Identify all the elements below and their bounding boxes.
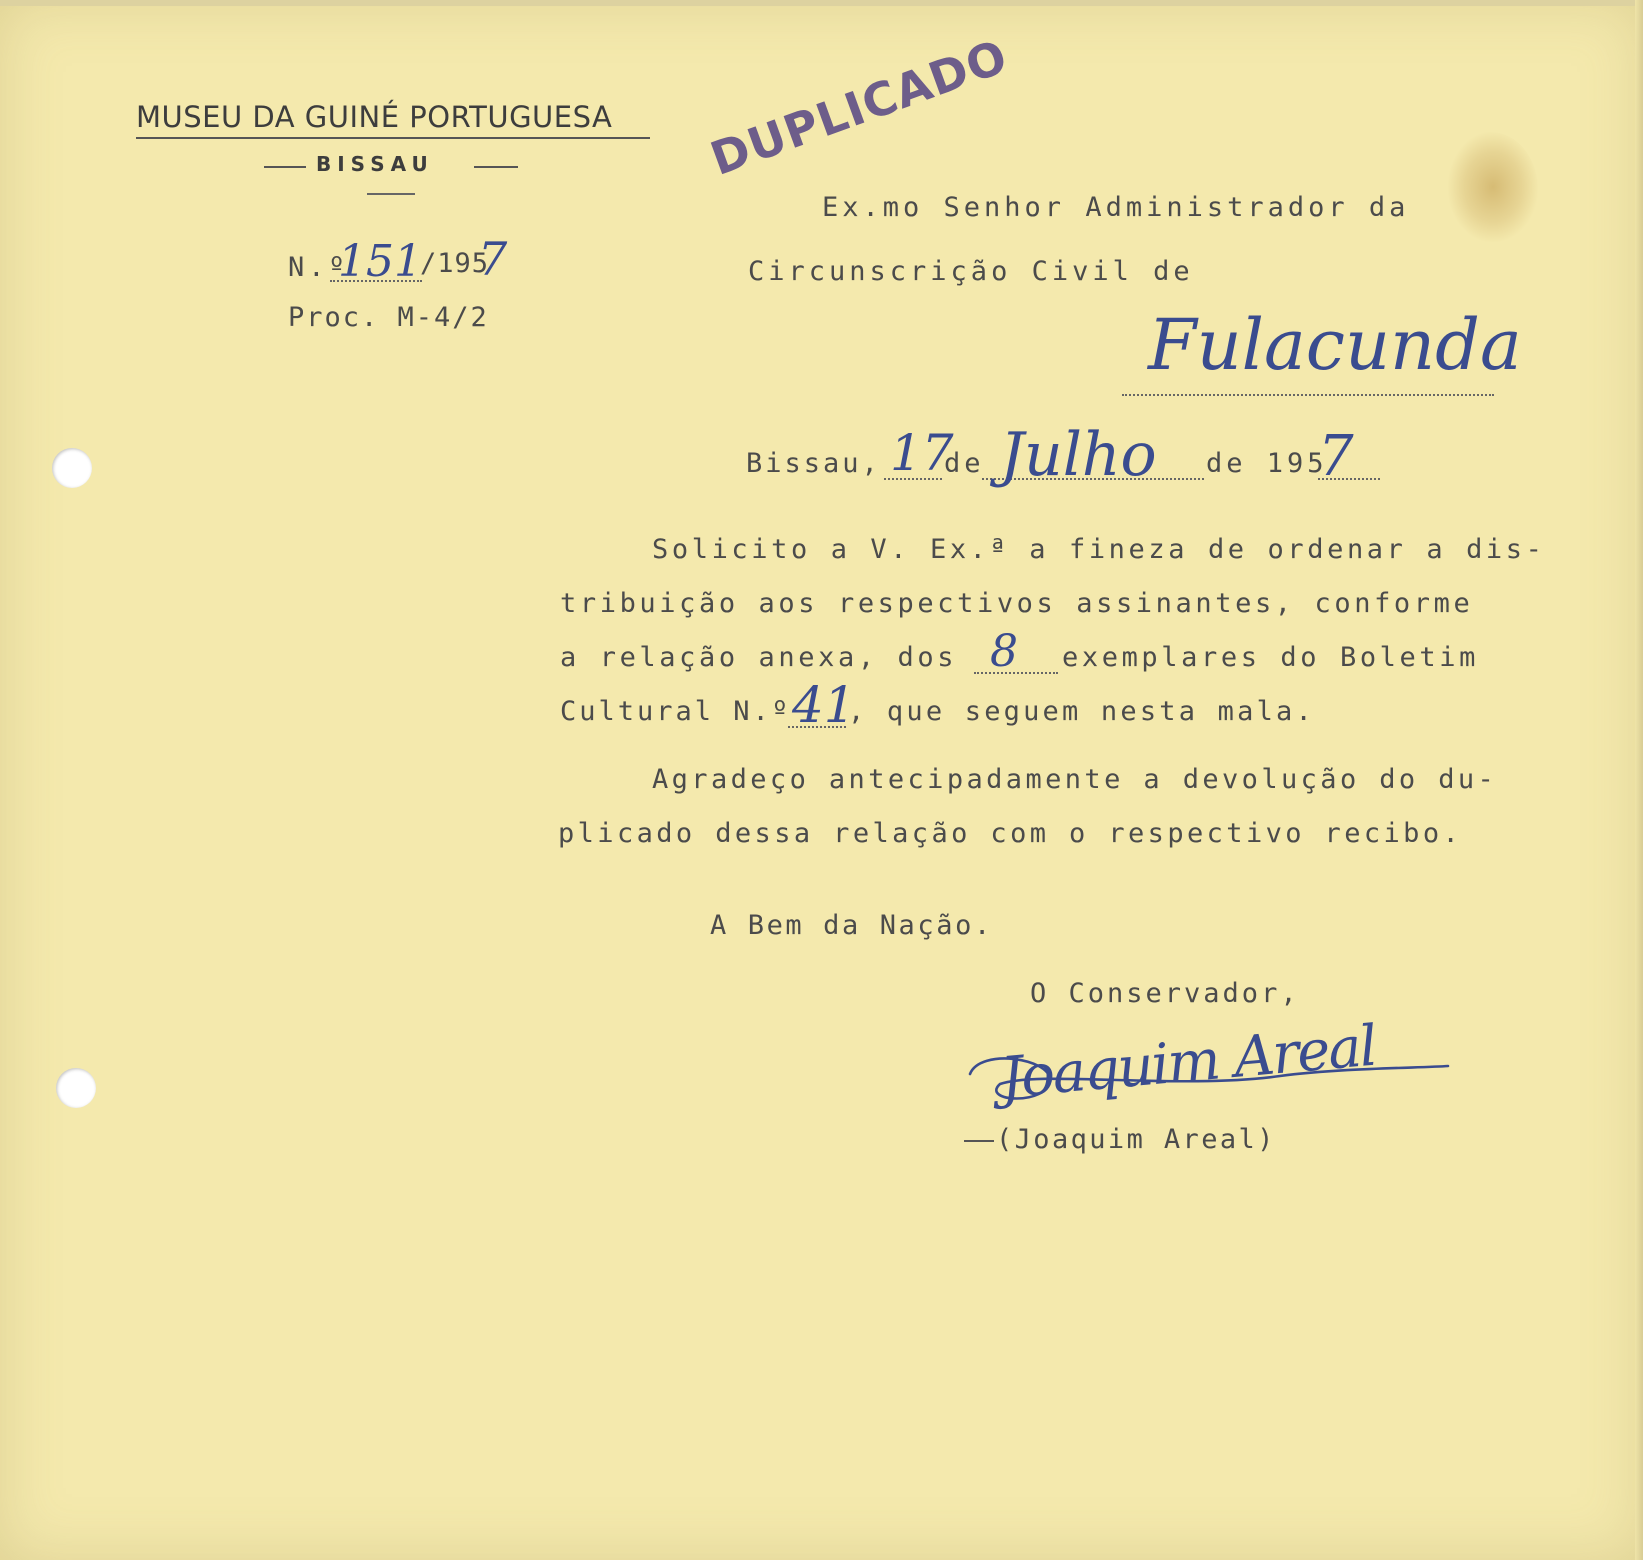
letterhead-rule — [136, 137, 650, 139]
date-month-handwritten: Julho — [1000, 420, 1157, 490]
reference-year-prefix: /195 — [420, 248, 490, 279]
date-day-handwritten: 17 — [890, 424, 954, 482]
letterhead-city: BISSAU — [316, 152, 434, 176]
paper-right-edge — [1635, 0, 1643, 1560]
signature-name-dash — [964, 1140, 994, 1142]
body-issue-handwritten: 41 — [792, 676, 856, 734]
letterhead-dash-right — [474, 166, 518, 168]
addressee-place-handwritten: Fulacunda — [1148, 304, 1522, 386]
body-p1-line-2: tribuição aos respectivos assinantes, conforme — [560, 588, 1474, 619]
body-copies-handwritten: 8 — [990, 626, 1018, 677]
letterhead-short-rule — [367, 193, 415, 195]
body-p1-line-4a: Cultural N.º — [560, 696, 792, 727]
body-p1-line-3b: exemplares do Boletim — [1062, 642, 1479, 673]
reference-number-label: N.º — [288, 252, 349, 283]
date-de-1: de — [944, 448, 985, 479]
addressee-line-1: Ex.mo Senhor Administrador da — [822, 192, 1410, 223]
letterhead-dash-left — [264, 166, 306, 168]
signatory-name: (Joaquim Areal) — [996, 1124, 1276, 1155]
process-reference: Proc. M-4/2 — [288, 302, 489, 333]
reference-number-handwritten: 151 — [338, 236, 422, 287]
body-p2-line-2: plicado dessa relação com o respectivo recibo. — [558, 818, 1463, 849]
handwritten-signature: Joaquim Areal — [997, 1013, 1379, 1112]
body-p1-line-3a: a relação anexa, dos — [560, 642, 958, 673]
reference-year-handwritten: 7 — [478, 232, 508, 286]
body-p2-line-1: Agradeço antecipadamente a devolução do du- — [652, 764, 1498, 795]
duplicado-stamp: DUPLICADO — [703, 28, 1015, 186]
addressee-place-dots — [1122, 394, 1494, 396]
punch-hole-bottom — [56, 1068, 96, 1108]
date-year-dots — [1318, 478, 1380, 480]
signature-title: O Conservador, — [1030, 978, 1300, 1009]
body-p1-line-4b: , que seguem nesta mala. — [848, 696, 1315, 727]
addressee-line-2: Circunscrição Civil de — [748, 256, 1194, 287]
paper-top-edge — [0, 0, 1643, 6]
letterhead-institution: MUSEU DA GUINÉ PORTUGUESA — [136, 100, 613, 134]
date-de-2: de 195 — [1206, 448, 1328, 479]
date-year-handwritten: 7 — [1318, 424, 1354, 489]
paper-stain — [1448, 132, 1538, 242]
signature-flourish — [960, 1040, 1460, 1120]
date-city: Bissau, — [746, 448, 881, 479]
punch-hole-top — [52, 448, 92, 488]
closing-formula: A Bem da Nação. — [710, 910, 993, 941]
body-p1-line-1: Solicito a V. Ex.ª a fineza de ordenar a dis- — [652, 534, 1546, 565]
